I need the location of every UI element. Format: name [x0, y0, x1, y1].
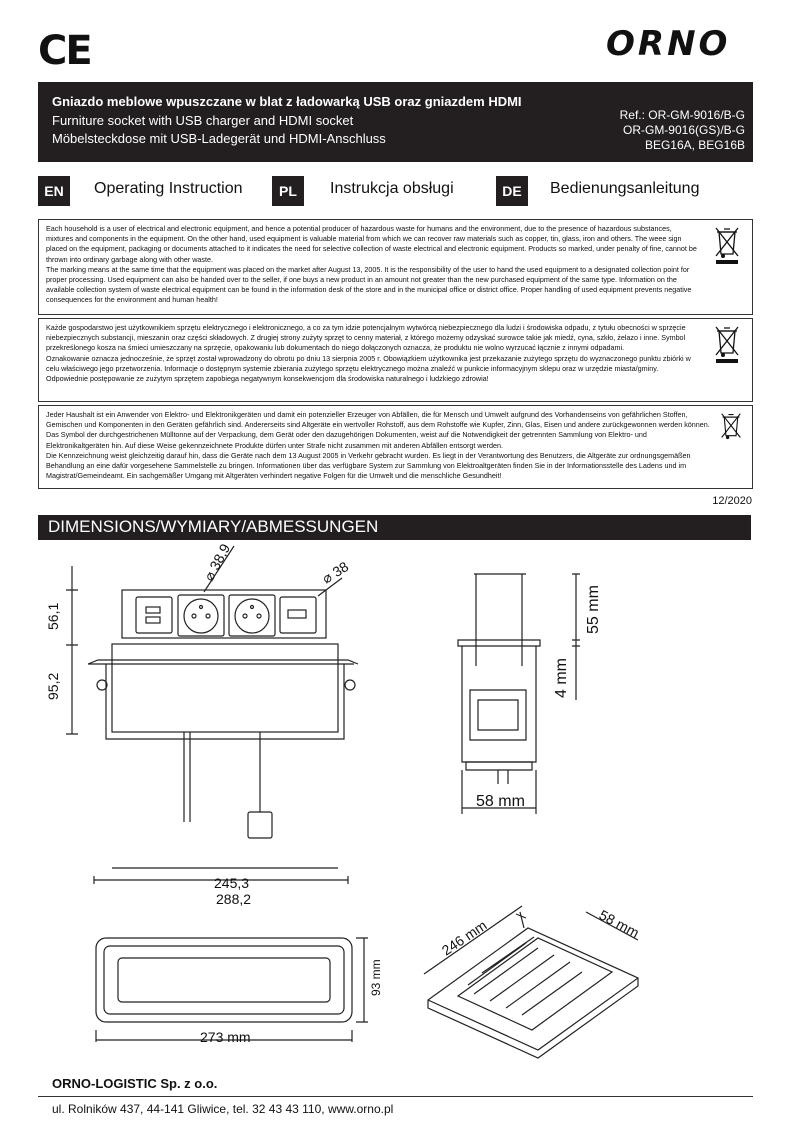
- title-pl: Gniazdo meblowe wpuszczane w blat z ładowarką USB oraz gniazdem HDMI: [52, 94, 522, 109]
- dim-side-top-height: 55 mm: [585, 585, 602, 634]
- weee-notice-de: [38, 405, 753, 489]
- title-header: [38, 82, 753, 162]
- footer-divider: [38, 1096, 753, 1097]
- lang-label-de: Bedienungsanleitung: [550, 180, 700, 197]
- dimensions-heading-text: DIMENSIONS/WYMIARY/ABMESSUNGEN: [48, 517, 379, 536]
- dim-front-inner-width: 245,3: [214, 875, 250, 891]
- crossed-bin-icon: [714, 325, 740, 365]
- weee-pl-paragraph-2: Oznakowanie oznacza jednocześnie, że sprzęt został wprowadzony do obrotu po dniu 13 sierpnia 2005 r. Obowiązkiem użytkownika jest przekazanie zużytego sprzętu do wyznaczonego punktu zbiórki w celu właściwego jego przetworzenia. Informacje o dostępnym systemie zbierania zużytego sprzętu elektrycznego można znaleźć w punkcie informacyjnym sklepu oraz w urzędzie miasta/gminy. Odpowiednie postępowanie ze zużytym sprzętem zapobiega negatywnym konsekwencjom dla środowiska naturalnego i ludzkiego zdrowia!: [46, 353, 691, 384]
- ce-mark: CE: [38, 28, 91, 74]
- weee-en-paragraph-2: The marking means at the same time that the equipment was placed on the market after August 13, 2005. It is the responsibility of the user to hand the used equipment to a designated collection point for proper processing. Used equipment can also be handed over to the seller, if one buys a new product in an amount not greater than the new purchased equipment of the same type. Information on the available collection system of waste electrical equipment can be found in the information desk of the store and in the municipal office or district office. Proper handling of used equipment prevents negative consequences for the environment and human health!: [46, 264, 692, 305]
- title-en: Furniture socket with USB charger and HDMI socket: [52, 113, 354, 128]
- cutout-drawing: [424, 906, 638, 1058]
- dim-front-top-height: 56,1: [45, 602, 61, 630]
- weee-de-paragraph-1: Jeder Haushalt ist ein Anwender von Elektro- und Elektronikgeräten und damit ein potenzieller Erzeuger von Abfällen, die für Mensch und Umwelt aufgrund des Vorhandenseins von gefährlichen Stoffen, Gemischen und Komponenten in den Geräten gefährlich sind. Andererseits sind Altgeräte ein wertvoller Rohstoff, aus dem Rohstoffe wie Kupfer, Zinn, Glas, Eisen und andere zurückgewonnen werden können. Das Symbol der durchgestrichenen Mülltonne auf der Verpackung, dem Gerät oder den dazugehörigen Dokumenten, weist auf die Notwendigkeit der getrennten Sammlung von Elektro- und Elektronikaltgeräten hin. Auf diese Weise gekennzeichnete Produkte dürfen unter Strafe nicht zusammen mit anderen Abfällen entsorgt werden.: [46, 410, 710, 450]
- lang-code-en: EN: [38, 176, 70, 206]
- ref-line-1: Ref.: OR-GM-9016/B-G: [619, 108, 745, 122]
- company-name: ORNO-LOGISTIC Sp. z o.o.: [52, 1076, 218, 1091]
- document-date: 12/2020: [712, 495, 752, 507]
- dim-side-flange: 4 mm: [553, 658, 570, 698]
- dim-plan-depth: 93 mm: [369, 959, 383, 996]
- weee-pl-paragraph-1: Każde gospodarstwo jest użytkownikiem sprzętu elektrycznego i elektronicznego, a co za tym idzie potencjalnym wytwórcą niebezpiecznego dla ludzi i środowiska odpadu, z tytułu obecności w sprzęcie niebezpiecznych substancji, mieszanin oraz części składowych. Z drugiej strony zużyty sprzęt to cenny materiał, z którego możemy odzyskać surowce takie jak miedź, cyna, szkło, żelazo i inne. Symbol przekreślonego kosza na śmieci umieszczany na sprzęcie, opakowaniu lub dokumentach do niego dołączonych oznacza, że produktu nie wolno wyrzucać łącznie z innymi odpadami.: [46, 323, 686, 353]
- lang-label-pl: Instrukcja obsługi: [330, 180, 454, 197]
- dimensions-heading: [38, 515, 751, 540]
- ref-line-2: OR-GM-9016(GS)/B-G: [622, 123, 745, 137]
- plan-view-drawing: [96, 938, 368, 1042]
- brand-logo: ORNO: [606, 24, 731, 64]
- dim-cutout-length: 246 mm: [438, 916, 490, 959]
- dim-socket-diameter: ⌀ 38,9: [200, 540, 234, 584]
- product-reference: [620, 108, 745, 153]
- weee-en-paragraph-1: Each household is a user of electrical and electronic equipment, and hence a potential producer of hazardous waste for humans and the environment, due to the presence of hazardous substances, mixtures and components in the equipment. On the other hand, used equipment is valuable material from which we can recover raw materials such as copper, tin, glass, iron and others. The weee sign placed on the equipment, packaging or documents attached to it indicates the need for selective collection of waste electrical and electronic equipment. Products so marked, under penalty of fine, cannot be thrown into ordinary garbage along with other waste.: [46, 224, 697, 264]
- crossed-bin-icon: [714, 226, 740, 266]
- lang-label-en: Operating Instruction: [94, 180, 243, 197]
- weee-notice-pl: [38, 318, 753, 402]
- dim-plan-width: 273 mm: [200, 1029, 251, 1045]
- ref-line-3: BEG16A, BEG16B: [644, 138, 745, 152]
- company-address: ul. Rolników 437, 44-141 Gliwice, tel. 32 43 43 110, www.orno.pl: [52, 1102, 394, 1116]
- dim-front-outer-width: 288,2: [216, 891, 252, 907]
- dim-hole-diameter: ⌀ 38: [319, 558, 352, 587]
- title-de: Möbelsteckdose mit USB-Ladegerät und HDMI-Anschluss: [52, 131, 386, 146]
- dim-cutout-width: 58 mm: [596, 906, 642, 941]
- crossed-bin-icon: [720, 412, 742, 446]
- weee-notice-en: [38, 219, 753, 315]
- weee-de-paragraph-2: Die Kennzeichnung weist gleichzeitig darauf hin, dass die Geräte nach dem 13 August 2005 in Verkehr gebracht wurden. Es liegt in der Verantwortung des Benutzers, die Altgeräte zur ordnungsgemäßen Behandlung an eine dafür vorgesehene Sammelstelle zu bringen. Informationen über das verfügbare System zur Sammlung von Elektroaltgeräten finden Sie in der Informationsstelle des Ladens und im Magistrat/Gemeindeamt. Ein sachgemäßer Umgang mit Altgeräten verhindert negative Folgen für die Umwelt und die menschliche Gesundheit!: [46, 450, 691, 481]
- lang-code-pl: PL: [272, 176, 304, 206]
- lang-code-de: DE: [496, 176, 528, 206]
- dim-front-body-height: 95,2: [45, 672, 61, 700]
- front-view-drawing: [66, 546, 358, 884]
- dim-side-width: 58 mm: [476, 793, 525, 810]
- dimension-drawings: [0, 540, 802, 1070]
